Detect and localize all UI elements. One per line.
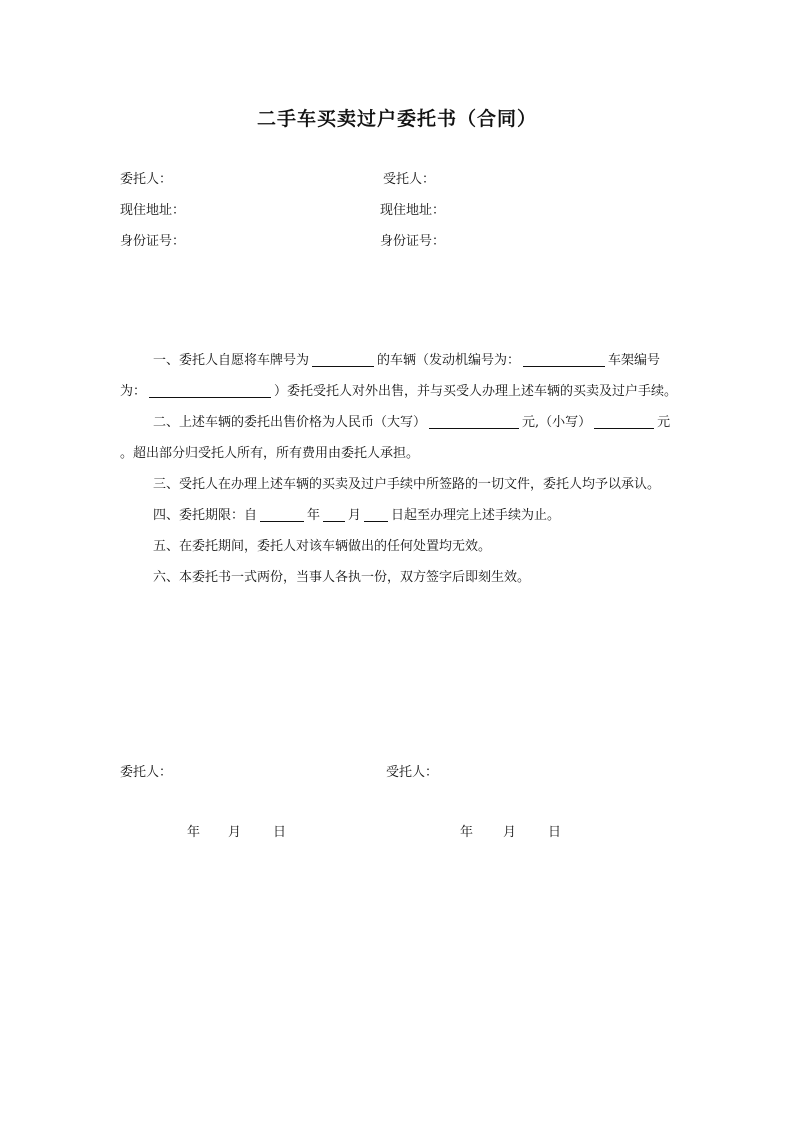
principal-day: 日 <box>273 825 287 840</box>
clause-2-text-a: 二、上述车辆的委托出售价格为人民币（大写） <box>153 415 427 430</box>
price-words-blank[interactable] <box>429 413 519 429</box>
plate-number-blank[interactable] <box>312 351 374 367</box>
agent-day: 日 <box>548 825 562 840</box>
principal-address-label: 现住地址： <box>120 203 186 218</box>
agent-sign-date <box>460 821 561 840</box>
agent-label: 受托人： <box>383 172 436 187</box>
term-month-blank[interactable] <box>323 506 345 522</box>
clause-1-text-d: ）委托受托人对外出售，并与买受人办理上述车辆的买卖及过户手续。 <box>274 384 678 399</box>
engine-number-blank[interactable] <box>523 351 605 367</box>
clauses-body <box>120 345 680 593</box>
clause-2 <box>120 407 680 469</box>
clause-1 <box>120 345 680 407</box>
agent-month: 月 <box>503 825 517 840</box>
principal-sign-date <box>187 821 286 840</box>
principal-month: 月 <box>228 825 242 840</box>
clause-5: 五、在委托期间，委托人对该车辆做出的任何处置均无效。 <box>153 539 492 554</box>
agent-address-label: 现住地址： <box>380 203 446 218</box>
agent-year: 年 <box>460 825 474 840</box>
clause-4-month: 月 <box>348 508 362 523</box>
principal-label: 委托人： <box>120 172 173 187</box>
clause-4-year: 年 <box>307 508 321 523</box>
principal-year: 年 <box>187 825 201 840</box>
price-number-blank[interactable] <box>594 413 654 429</box>
clause-4 <box>120 500 680 531</box>
clause-1-text-a: 一、委托人自愿将车牌号为 <box>153 353 310 368</box>
signature-agent-label: 受托人： <box>386 765 439 780</box>
clause-4-text-a: 四、委托期限：自 <box>153 508 258 523</box>
clause-3: 三、受托人在办理上述车辆的买卖及过户手续中所签路的一切文件，委托人均予以承认。 <box>153 477 661 492</box>
document-title: 二手车买卖过户委托书（合同） <box>256 108 537 130</box>
principal-id-label: 身份证号： <box>120 234 186 249</box>
agent-id-label: 身份证号： <box>380 234 446 249</box>
clause-2-text-c: 元 。超出部分归受托人所有，所有费用由委托人承担。 <box>120 415 671 461</box>
clause-2-text-b: 元,（小写） <box>522 415 592 430</box>
term-day-blank[interactable] <box>364 506 388 522</box>
clause-1-text-c: 车架编号为： <box>120 353 661 399</box>
clause-1-text-b: 的车辆（发动机编号为： <box>377 353 521 368</box>
signature-principal-label: 委托人： <box>120 765 173 780</box>
clause-4-text-b: 日起至办理完上述手续为止。 <box>391 508 561 523</box>
vin-blank[interactable] <box>149 382 271 398</box>
term-year-blank[interactable] <box>260 506 304 522</box>
clause-6: 六、本委托书一式两份，当事人各执一份，双方签字后即刻生效。 <box>153 570 531 585</box>
